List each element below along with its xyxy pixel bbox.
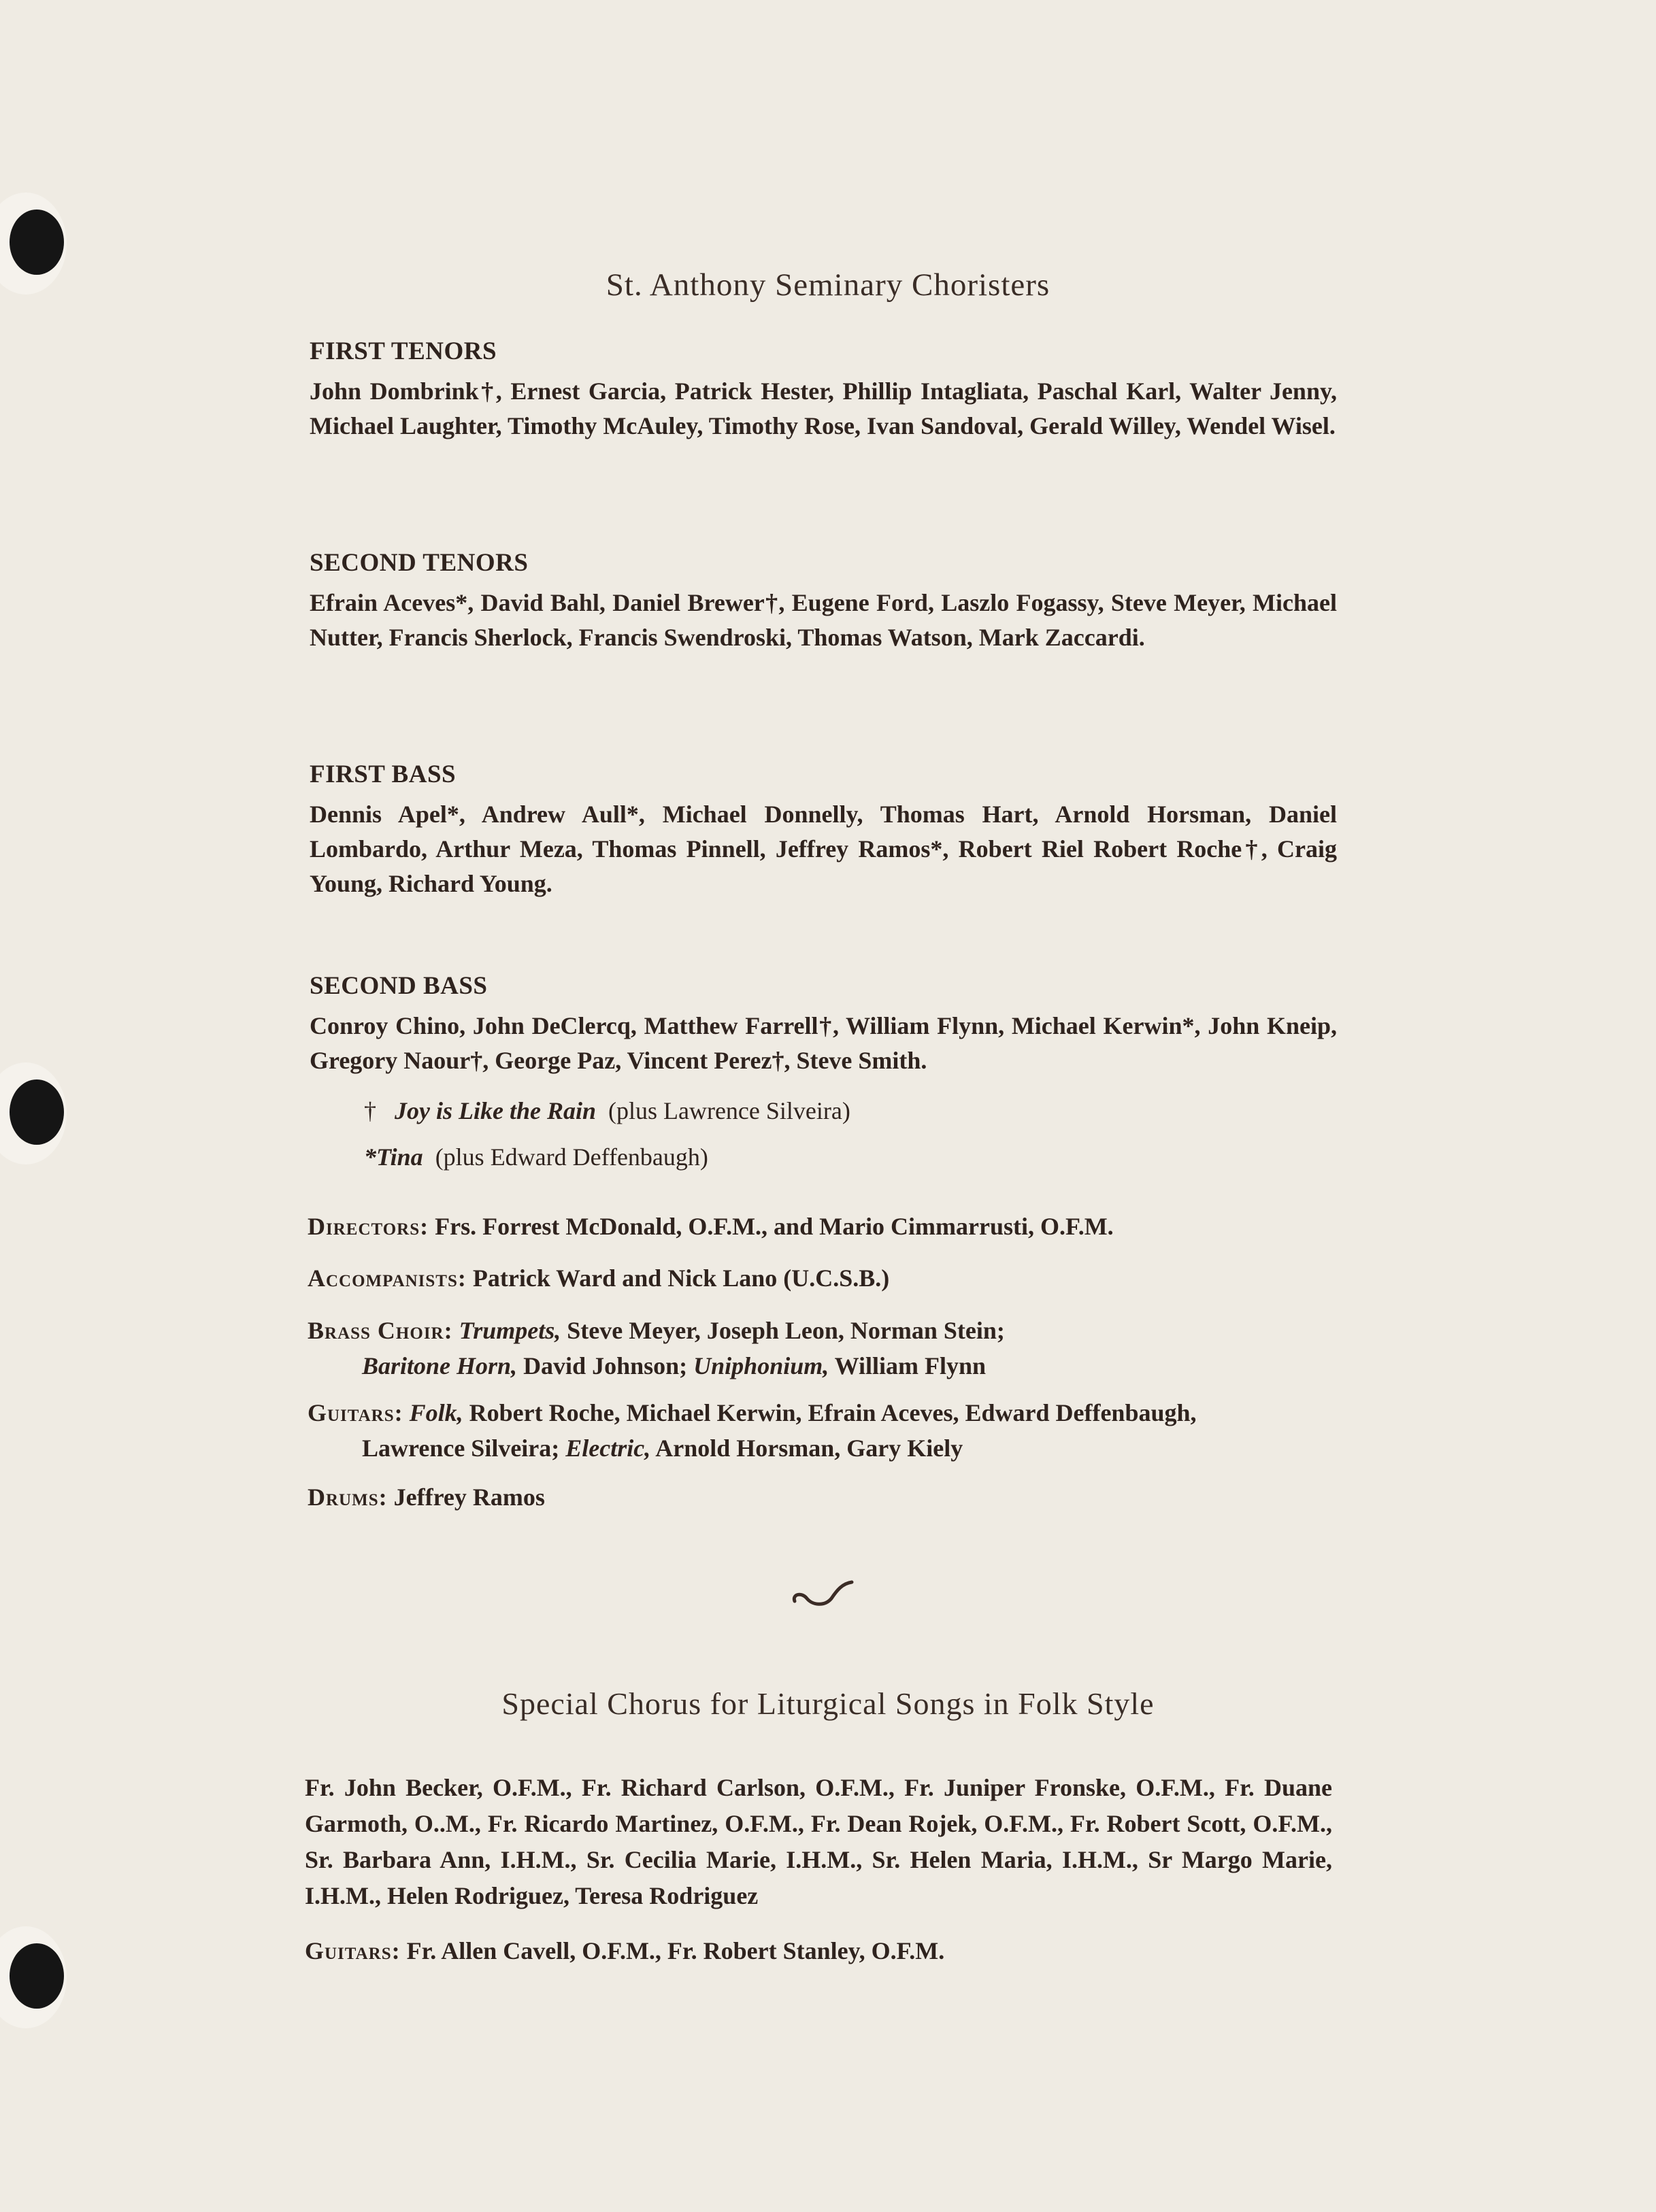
baritone-horn-names: David Johnson;	[523, 1352, 688, 1379]
special-chorus-names: Fr. John Becker, O.F.M., Fr. Richard Carlson, O.F.M., Fr. Juniper Fronske, O.F.M., Fr. Duane Garmoth, O..M., Fr. Ricardo Martinez, O.F.M., Fr. Dean Rojek, O.F.M., Fr. Robert Scott, O.F.M., Sr. Barbara Ann, I.H.M., Sr. Cecilia Marie, I.H.M., Sr. Helen Maria, I.H.M., Sr Margo Marie, I.H.M., Helen Rodriguez, Teresa Rodriguez	[305, 1774, 1332, 1909]
section-first-bass	[310, 760, 1337, 901]
section-names: Conroy Chino, John DeClercq, Matthew Farrell†, William Flynn, Michael Kerwin*, John Kneip, Gregory Naour†, George Paz, Vincent Perez†, Steve Smith.	[310, 1012, 1337, 1074]
special-chorus-title: Special Chorus for Liturgical Songs in Folk Style	[501, 1686, 1155, 1721]
folk-names: Robert Roche, Michael Kerwin, Efrain Aceves, Edward Deffenbaugh,	[469, 1399, 1197, 1426]
section-second-bass	[310, 971, 1337, 1078]
baritone-horn-label: Baritone Horn,	[362, 1352, 518, 1379]
binder-hole-bottom-punch	[10, 1943, 64, 2009]
dagger-note	[364, 1096, 850, 1125]
directors-label: Directors:	[308, 1213, 429, 1240]
section-second-tenors	[310, 548, 1337, 655]
trumpets-names: Steve Meyer, Joseph Leon, Norman Stein;	[567, 1317, 1005, 1344]
section-heading: SECOND TENORS	[310, 549, 529, 577]
uniphonium-names: William Flynn	[834, 1352, 986, 1379]
guitars-credit	[308, 1395, 1342, 1466]
dagger-note-extra: (plus Lawrence Silveira)	[608, 1097, 850, 1124]
section-heading: SECOND BASS	[310, 972, 488, 1000]
trumpets-label: Trumpets,	[459, 1317, 561, 1344]
binder-hole-middle-punch	[10, 1079, 64, 1145]
electric-names: Arnold Horsman, Gary Kiely	[655, 1435, 963, 1462]
special-guitars-text: Fr. Allen Cavell, O.F.M., Fr. Robert Stanley, O.F.M.	[406, 1937, 945, 1964]
accompanists-text: Patrick Ward and Nick Lano (U.C.S.B.)	[472, 1264, 890, 1292]
folk-label: Folk,	[409, 1399, 463, 1426]
flourish-ornament	[789, 1577, 857, 1611]
folk-names-continued: Lawrence Silveira;	[362, 1435, 560, 1462]
section-first-tenors	[310, 337, 1337, 443]
accompanists-credit	[308, 1260, 1342, 1296]
star-song-title: *Tina	[364, 1143, 423, 1171]
star-note-extra: (plus Edward Deffenbaugh)	[435, 1143, 708, 1171]
section-names: Dennis Apel*, Andrew Aull*, Michael Donnelly, Thomas Hart, Arnold Horsman, Daniel Lombardo, Arthur Meza, Thomas Pinnell, Jeffrey Ramos*, Robert Riel Robert Roche†, Craig Young, Richard Young.	[310, 801, 1337, 897]
uniphonium-label: Uniphonium,	[693, 1352, 829, 1379]
binder-hole-top-punch	[10, 210, 64, 275]
drums-label: Drums:	[308, 1484, 388, 1511]
section-heading: FIRST BASS	[310, 760, 457, 788]
accompanists-label: Accompanists:	[308, 1264, 467, 1292]
drums-credit	[308, 1479, 1342, 1515]
section-names: John Dombrink†, Ernest Garcia, Patrick Hester, Phillip Intagliata, Paschal Karl, Walter Jenny, Michael Laughter, Timothy McAuley, Timothy Rose, Ivan Sandoval, Gerald Willey, Wendel Wisel.	[310, 378, 1337, 439]
guitars-label: Guitars:	[308, 1399, 403, 1426]
special-guitars-credit	[305, 1933, 1339, 1968]
dagger-symbol: †	[364, 1097, 376, 1124]
brass-choir-label: Brass Choir:	[308, 1317, 453, 1344]
brass-choir-credit	[308, 1313, 1342, 1384]
directors-credit	[308, 1209, 1342, 1244]
special-guitars-label: Guitars:	[305, 1937, 401, 1964]
electric-label: Electric,	[565, 1435, 651, 1462]
page-title: St. Anthony Seminary Choristers	[606, 267, 1050, 303]
dagger-song-title: Joy is Like the Rain	[395, 1097, 596, 1124]
star-note	[364, 1143, 708, 1171]
directors-text: Frs. Forrest McDonald, O.F.M., and Mario Cimmarrusti, O.F.M.	[435, 1213, 1114, 1240]
section-names: Efrain Aceves*, David Bahl, Daniel Brewer†, Eugene Ford, Laszlo Fogassy, Steve Meyer, Michael Nutter, Francis Sherlock, Francis Swendroski, Thomas Watson, Mark Zaccardi.	[310, 589, 1337, 651]
section-heading: FIRST TENORS	[310, 337, 497, 365]
drums-text: Jeffrey Ramos	[393, 1484, 545, 1511]
